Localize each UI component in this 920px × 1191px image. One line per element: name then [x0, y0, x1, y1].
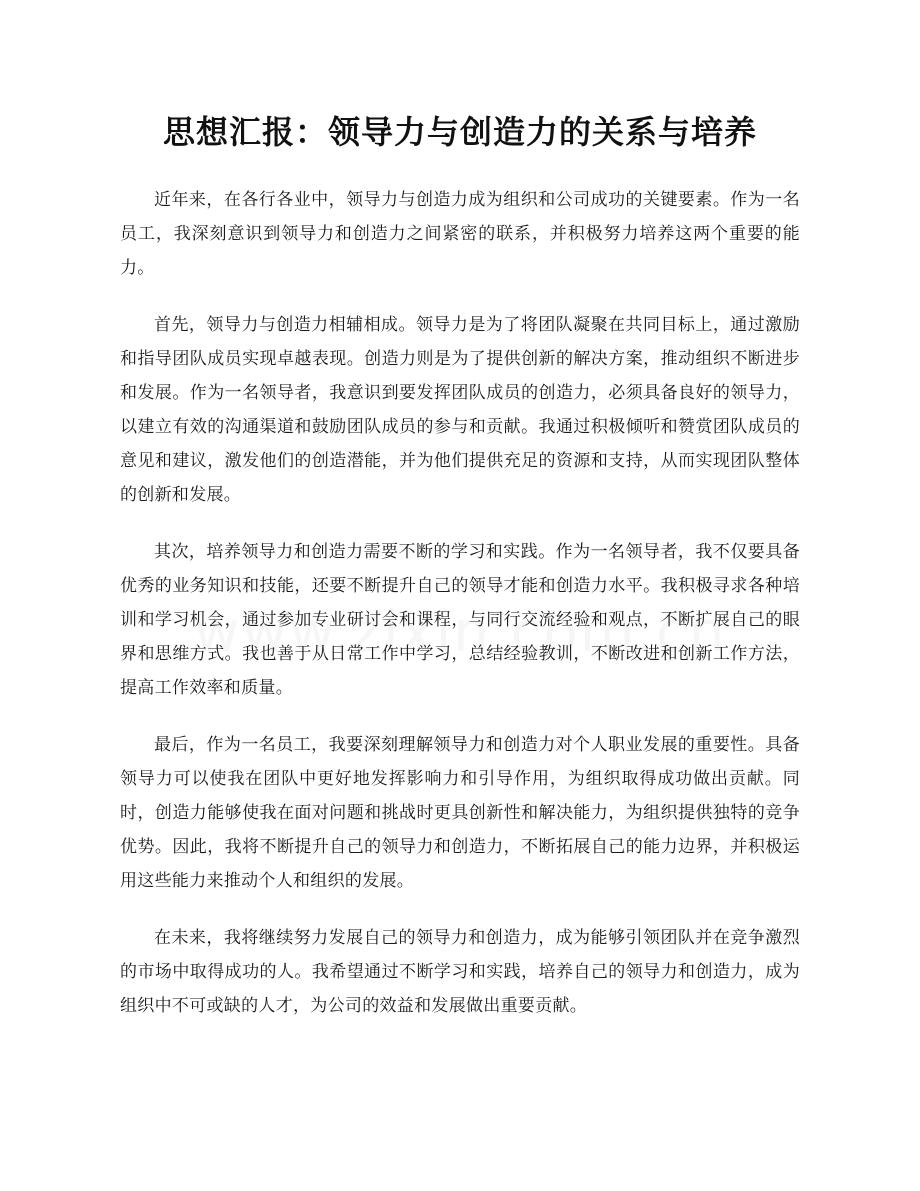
- paragraph-1: 近年来，在各行各业中，领导力与创造力成为组织和公司成功的关键要素。作为一名员工，我深刻意识到领导力和创造力之间紧密的联系，并积极努力培养这两个重要的能力。: [120, 190, 800, 278]
- paragraph-5: 在未来，我将继续努力发展自己的领导力和创造力，成为能够引领团队并在竞争激烈的市场中取得成功的人。我希望通过不断学习和实践，培养自己的领导力和创造力，成为组织中不可或缺的人才，为公司的效益和发展做出重要贡献。: [120, 928, 800, 1016]
- paragraph-2: 首先，领导力与创造力相辅相成。领导力是为了将团队凝聚在共同目标上，通过激励和指导团队成员实现卓越表现。创造力则是为了提供创新的解决方案，推动组织不断进步和发展。作为一名领导者，我意识到要发挥团队成员的创造力，必须具备良好的领导力，以建立有效的沟通渠道和鼓励团队成员的参与和贡献。我通过积极倾听和赞赏团队成员的意见和建议，激发他们的创造潜能，并为他们提供充足的资源和支持，从而实现团队整体的创新和发展。: [120, 315, 800, 505]
- paragraph-3: 其次，培养领导力和创造力需要不断的学习和实践。作为一名领导者，我不仅要具备优秀的业务知识和技能，还要不断提升自己的领导才能和创造力水平。我积极寻求各种培训和学习机会，通过参加专业研讨会和课程，与同行交流经验和观点，不断扩展自己的眼界和思维方式。我也善于从日常工作中学习，总结经验教训，不断改进和创新工作方法，提高工作效率和质量。: [120, 542, 800, 698]
- paragraph-4: 最后，作为一名员工，我要深刻理解领导力和创造力对个人职业发展的重要性。具备领导力可以使我在团队中更好地发挥影响力和引导作用，为组织取得成功做出贡献。同时，创造力能够使我在面对问题和挑战时更具创新性和解决能力，为组织提供独特的竞争优势。因此，我将不断提升自己的领导力和创造力，不断拓展自己的能力边界，并积极运用这些能力来推动个人和组织的发展。: [120, 735, 800, 891]
- document-title: 思想汇报：领导力与创造力的关系与培养: [162, 113, 757, 151]
- document-body: [120, 183, 800, 1046]
